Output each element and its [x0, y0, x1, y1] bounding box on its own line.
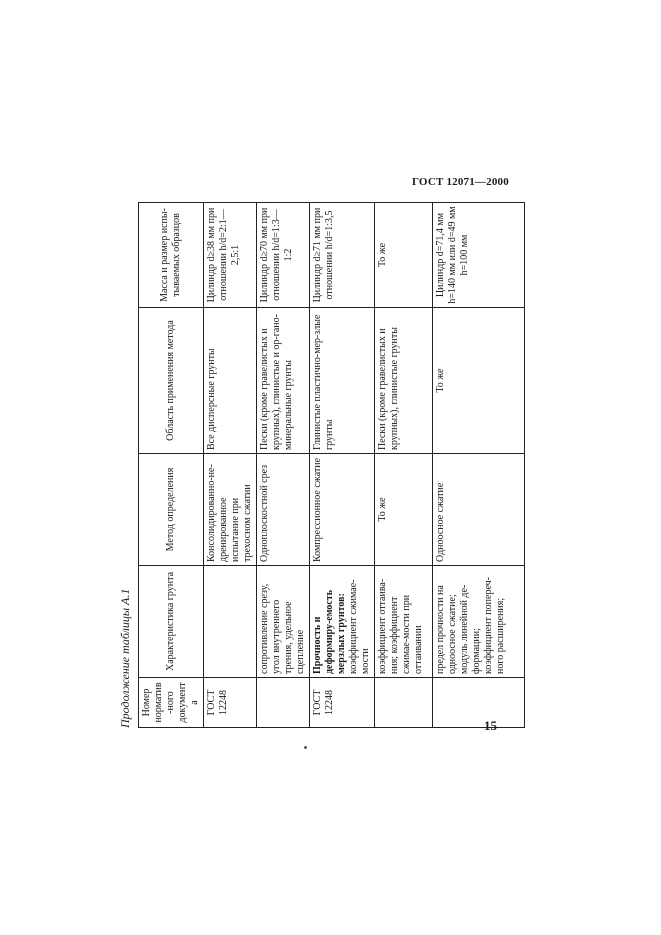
table-row — [204, 203, 257, 728]
cell-characteristic: сопротивление срезу, угол внутреннего трения, удельное сцепление — [257, 566, 310, 678]
cell-area: Пески (кроме гравелистых и крупных), глинистые грунты — [375, 308, 433, 454]
cell-characteristic-text: коэффициент сжимае-мости — [348, 579, 371, 674]
cell-area: То же — [433, 308, 525, 454]
cell-characteristic — [310, 566, 375, 678]
cell-area: Все дисперсные грунты — [204, 308, 257, 454]
cell-characteristic: коэффициент оттаива-ния; коэффициент сжимае-мости при оттаивании — [375, 566, 433, 678]
cell-area: Пески (кроме гравелистых и крупных), глинистые и ор-гано-минеральные грунты — [257, 308, 310, 454]
table-caption: Продолжение таблицы А.1 — [118, 588, 132, 728]
cell-method: Одноосное сжатие — [433, 454, 525, 566]
table-row — [310, 203, 375, 728]
cell-method: Одноплоскостной срез — [257, 454, 310, 566]
cell-doc — [375, 678, 433, 728]
col-header-sample: Масса и размер испы-тываемых образцов — [139, 203, 204, 308]
table-row — [433, 203, 525, 728]
cell-doc — [433, 678, 525, 728]
col-header-characteristic: Характеристика грунта — [139, 566, 204, 678]
cell-sample: Цилиндр d=71,4 мм h=140 мм или d=49 мм h=100 мм — [433, 203, 525, 308]
document-code: ГОСТ 12071—2000 — [412, 176, 509, 188]
cell-doc — [257, 678, 310, 728]
scan-speck — [304, 746, 307, 749]
cell-characteristic: предел прочности на одноосное сжатие; модуль линейной де-формации; коэффициент попереч-ного расширения; — [433, 566, 525, 678]
cell-method: Консолидированно-не-дренированное испытание при трехосном сжатии — [204, 454, 257, 566]
col-header-area: Область применения метода — [139, 308, 204, 454]
cell-sample: Цилиндр d≥71 мм при отношении h/d=1:3,5 — [310, 203, 375, 308]
table-row — [375, 203, 433, 728]
cell-sample: Цилиндр d≥70 мм при отношении h/d=1:3—1:2 — [257, 203, 310, 308]
col-header-doc: Номер норматив-ного документа — [139, 678, 204, 728]
cell-doc: ГОСТ 12248 — [204, 678, 257, 728]
page-number: 15 — [484, 718, 497, 733]
cell-method: То же — [375, 454, 433, 566]
cell-sample: То же — [375, 203, 433, 308]
table-header-row — [139, 203, 204, 728]
rotated-table-page — [118, 203, 506, 728]
cell-method: Компрессионное сжатие — [310, 454, 375, 566]
cell-doc: ГОСТ 12248 — [310, 678, 375, 728]
table-row — [257, 203, 310, 728]
soil-methods-table — [138, 202, 525, 728]
cell-sample: Цилиндр d≥38 мм при отношении h/d=2:1—2,5:1 — [204, 203, 257, 308]
col-header-method: Метод определения — [139, 454, 204, 566]
cell-area: Глинистые пластично-мер-злые грунты — [310, 308, 375, 454]
cell-characteristic — [204, 566, 257, 678]
cell-characteristic-heading: Прочность и деформиру-емость мерзлых грунтов: — [312, 589, 347, 674]
